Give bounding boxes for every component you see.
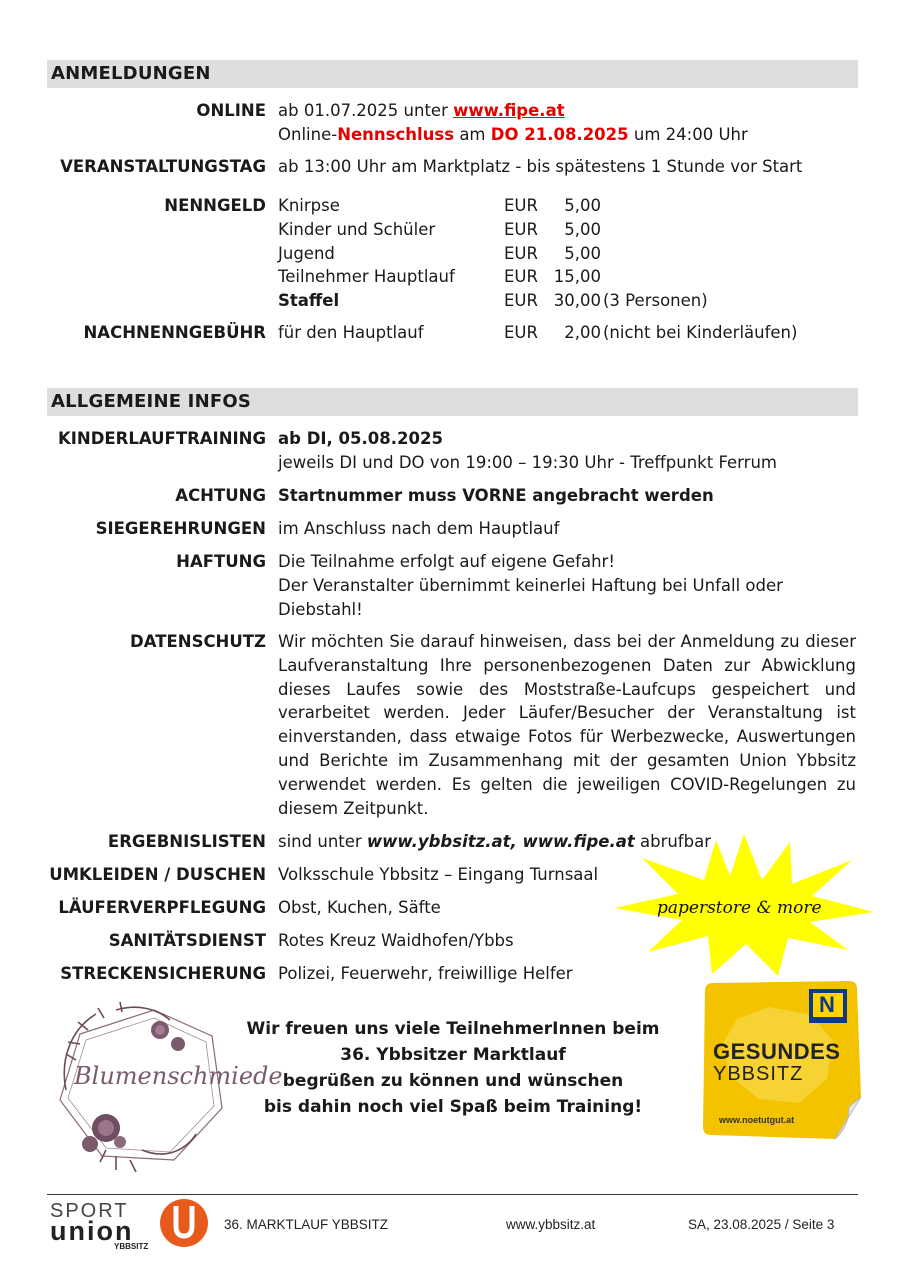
value-achtung: Startnummer muss VORNE angebracht werden <box>278 486 714 505</box>
fee-note: (3 Personen) <box>603 291 708 311</box>
value-siegerehrungen: im Anschluss nach dem Hauptlauf <box>278 519 560 538</box>
training-schedule: jeweils DI und DO von 19:00 – 19:30 Uhr - Treffpunkt Ferrum <box>278 452 777 472</box>
value-umkleiden: Volksschule Ybbsitz – Eingang Turnsaal <box>278 865 599 884</box>
ergebnis-text: sind unter <box>278 832 367 851</box>
online-text: ab 01.07.2025 unter <box>278 101 454 120</box>
fee-name: Jugend <box>278 243 335 263</box>
value-verpflegung: Obst, Kuchen, Säfte <box>278 898 441 917</box>
gesundes-badge: N <box>819 992 835 1017</box>
closing-message <box>230 1016 676 1120</box>
fee-name: Knirpse <box>278 196 340 215</box>
label-nachnenngebuehr: NACHNENNGEBÜHR <box>83 323 266 342</box>
online-prefix: Online- <box>278 124 338 144</box>
fee-amount: 5,00 <box>564 196 601 215</box>
section-title: ALLGEMEINE INFOS <box>51 391 251 412</box>
label-umkleiden: UMKLEIDEN / DUSCHEN <box>49 865 266 884</box>
online-time: um 24:00 Uhr <box>628 124 748 144</box>
value-online <box>278 99 856 147</box>
value-veranstaltungstag: ab 13:00 Uhr am Marktplatz - bis spätestens 1 Stunde vor Start <box>278 157 803 176</box>
ergebnis-links[interactable]: www.ybbsitz.at, www.fipe.at <box>366 832 635 851</box>
closing-line: 36. Ybbsitzer Marktlauf <box>340 1045 566 1065</box>
nennschluss-date: DO 21.08.2025 <box>490 124 629 144</box>
value-sanitaetsdienst: Rotes Kreuz Waidhofen/Ybbs <box>278 931 514 950</box>
fee-name: Teilnehmer Hauptlauf <box>278 267 455 287</box>
footer-divider <box>47 1194 858 1195</box>
fee-currency: EUR <box>504 291 538 311</box>
fee-amount: 5,00 <box>564 243 601 263</box>
value-datenschutz: Wir möchten Sie darauf hinweisen, dass bei der Anmeldung zu dieser Laufveranstaltung Ihre personenbezogenen Daten zur Abwicklung dieses Laufes sowie des Moststraße-Laufcups gespeichert und verarbeitet werden. Jeder Läufer/Besucher der Veranstaltung ist einverstanden, dass etwaige Fotos für Werbezwecke, Auswertungen und Berichte im Zusammenhang mit der gesamten Union Ybbsitz verwendet werden. Es gelten die jeweiligen COVID-Regelungen zu diesem Zeitpunkt. <box>278 632 856 818</box>
gesundes-subtitle: YBBSITZ <box>713 1063 804 1085</box>
fee-amount: 15,00 <box>553 267 601 287</box>
gesundes-ybbsitz-logo <box>699 979 867 1145</box>
label-streckensicherung: STRECKENSICHERUNG <box>60 964 266 983</box>
training-date: ab DI, 05.08.2025 <box>278 429 443 448</box>
blumenschmiede-text: Blumenschmiede <box>74 1062 283 1090</box>
closing-line: Wir freuen uns viele TeilnehmerInnen beim <box>246 1019 660 1039</box>
section-header-infos <box>47 388 858 416</box>
logo-ybbsitz: YBBSITZ <box>114 1242 149 1251</box>
haftung-line2: Der Veranstalter übernimmt keinerlei Haftung bei Unfall oder Diebstahl! <box>278 575 783 619</box>
fee-currency: EUR <box>504 196 538 215</box>
fee-amount: 5,00 <box>564 219 601 239</box>
logo-union: union <box>50 1216 134 1246</box>
fee-note: (nicht bei Kinderläufen) <box>603 323 798 342</box>
footer-url[interactable]: www.ybbsitz.at <box>506 1217 596 1232</box>
fee-currency: EUR <box>504 243 538 263</box>
fee-name: für den Hauptlauf <box>278 323 424 342</box>
closing-line: bis dahin noch viel Spaß beim Training! <box>263 1097 643 1117</box>
label-sanitaetsdienst: SANITÄTSDIENST <box>108 931 266 950</box>
value-streckensicherung: Polizei, Feuerwehr, freiwillige Helfer <box>278 964 573 983</box>
label-veranstaltungstag: VERANSTALTUNGSTAG <box>60 157 266 176</box>
ergebnis-suffix: abrufbar <box>634 832 711 851</box>
union-u-icon <box>158 1198 210 1248</box>
gesundes-title: GESUNDES <box>713 1039 841 1064</box>
fee-name: Staffel <box>278 291 340 311</box>
paperstore-text: paperstore & more <box>657 898 822 918</box>
label-datenschutz: DATENSCHUTZ <box>130 632 266 651</box>
gesundes-url: www.noetutgut.at <box>719 1115 795 1125</box>
label-ergebnislisten: ERGEBNISLISTEN <box>107 832 266 851</box>
logo-sport: SPORT <box>50 1200 129 1222</box>
online-mid: am <box>454 124 491 144</box>
label-achtung: ACHTUNG <box>175 486 266 505</box>
sport-union-logo <box>50 1198 212 1254</box>
nennschluss-text: Nennschluss <box>337 124 455 144</box>
fee-name: Kinder und Schüler <box>278 219 436 239</box>
fee-currency: EUR <box>504 267 538 287</box>
label-verpflegung: LÄUFERVERPFLEGUNG <box>58 898 266 917</box>
section-title: ANMELDUNGEN <box>51 63 211 84</box>
fipe-link[interactable]: www.fipe.at <box>453 101 565 120</box>
label-kinderlauftraining: KINDERLAUFTRAINING <box>57 429 266 448</box>
fee-amount: 2,00 <box>564 323 601 342</box>
fee-amount: 30,00 <box>553 291 601 311</box>
fee-currency: EUR <box>504 219 538 239</box>
label-online: ONLINE <box>196 101 266 120</box>
section-header-anmeldungen <box>47 60 858 88</box>
closing-line: begrüßen zu können und wünschen <box>282 1071 624 1091</box>
label-nenngeld: NENNGELD <box>164 196 266 215</box>
label-siegerehrungen: SIEGEREHRUNGEN <box>95 519 266 538</box>
footer-event: 36. MARKTLAUF YBBSITZ <box>224 1217 389 1232</box>
footer-page: SA, 23.08.2025 / Seite 3 <box>688 1217 835 1232</box>
label-haftung: HAFTUNG <box>176 552 266 571</box>
haftung-line1: Die Teilnahme erfolgt auf eigene Gefahr! <box>278 552 615 571</box>
fee-currency: EUR <box>504 323 538 342</box>
paperstore-logo <box>612 832 876 978</box>
